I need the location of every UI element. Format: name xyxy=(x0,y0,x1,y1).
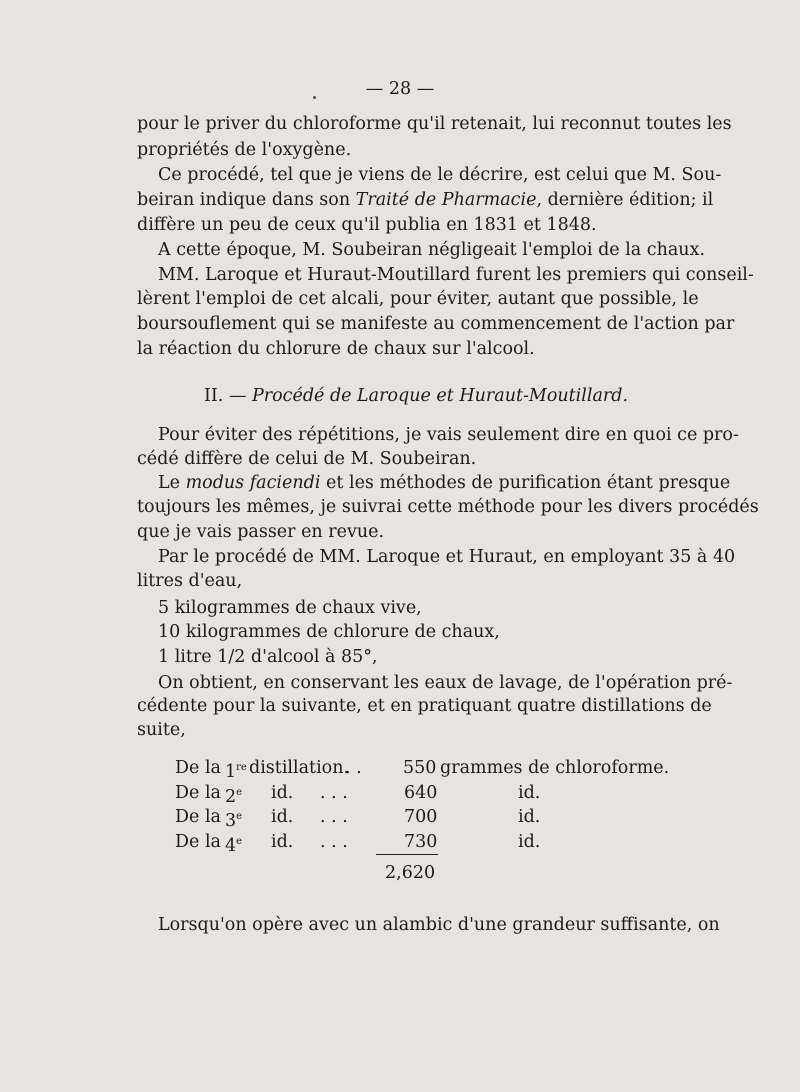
text-line: pour le priver du chloroforme qu'il retenait, lui reconnut toutes les xyxy=(137,114,732,134)
book-title: Traité de Pharmacie xyxy=(355,190,537,210)
recipe-item: 5 kilogrammes de chaux vive, xyxy=(158,598,422,618)
row-value: 700 xyxy=(404,807,438,827)
text-line: litres d'eau, xyxy=(137,571,243,591)
row-what: id. xyxy=(271,832,294,852)
text-line: que je vais passer en revue. xyxy=(137,522,385,542)
text-line: cédente pour la suivante, et en pratiquant quatre distillations de xyxy=(137,696,712,716)
row-value: 550 xyxy=(403,758,437,778)
text-line: diffère un peu de ceux qu'il publia en 1831 et 1848. xyxy=(137,215,597,235)
leader-dots: . . . xyxy=(320,807,348,827)
text-line: suite, xyxy=(137,720,186,740)
leader-dots: . . xyxy=(345,758,362,778)
leader-dots: . . . xyxy=(320,783,348,803)
text-line: Lorsqu'on opère avec un alambic d'une grandeur suffisante, on xyxy=(158,915,720,935)
row-unit: id. xyxy=(518,783,541,803)
row-what: id. xyxy=(271,807,294,827)
leader-dots: . . . xyxy=(320,832,348,852)
row-ordinal: 2e xyxy=(225,786,243,807)
row-what: id. xyxy=(271,783,294,803)
row-label: De la xyxy=(175,807,221,827)
sum-rule xyxy=(376,854,438,855)
text-run: Le xyxy=(158,473,180,493)
row-ordinal: 1re xyxy=(225,761,247,782)
text-line: la réaction du chlorure de chaux sur l'alcool. xyxy=(137,339,535,359)
section-number: II. — xyxy=(203,386,247,406)
row-label: De la xyxy=(175,783,221,803)
row-unit: id. xyxy=(518,807,541,827)
recipe-item: 1 litre 1/2 d'alcool à 85°, xyxy=(158,647,378,667)
table-total: 2,620 xyxy=(385,863,436,883)
text-line: boursouflement qui se manifeste au commencement de l'action par xyxy=(137,314,735,334)
row-ordinal: 3e xyxy=(225,810,243,831)
text-line-mixed xyxy=(158,472,731,494)
section-title: Procédé de Laroque et Huraut-Moutillard. xyxy=(251,386,629,406)
text-line: Ce procédé, tel que je viens de le décrire, est celui que M. Sou- xyxy=(158,165,722,185)
text-line: MM. Laroque et Huraut-Moutillard furent les premiers qui conseil- xyxy=(158,265,754,285)
text-line: Pour éviter des répétitions, je vais seulement dire en quoi ce pro- xyxy=(158,425,739,445)
text-run: , dernière édition; il xyxy=(536,190,714,210)
row-unit: grammes de chloroforme. xyxy=(440,758,670,778)
latin-phrase: modus faciendi xyxy=(185,473,321,493)
row-unit: id. xyxy=(518,832,541,852)
row-value: 640 xyxy=(404,783,438,803)
text-line: lèrent l'emploi de cet alcali, pour éviter, autant que possible, le xyxy=(137,289,699,309)
section-heading xyxy=(137,385,695,407)
text-line: propriétés de l'oxygène. xyxy=(137,140,352,160)
text-run: beiran indique dans son xyxy=(137,190,351,210)
row-label: De la xyxy=(175,832,221,852)
row-ordinal: 4e xyxy=(225,835,243,856)
recipe-item: 10 kilogrammes de chlorure de chaux, xyxy=(158,622,500,642)
text-line: toujours les mêmes, je suivrai cette méthode pour les divers procédés xyxy=(137,497,759,517)
row-value: 730 xyxy=(404,832,438,852)
page-number: — 28 — xyxy=(365,79,435,99)
text-line-mixed xyxy=(137,189,714,211)
text-run: et les méthodes de purification étant presque xyxy=(326,473,731,493)
text-line: On obtient, en conservant les eaux de lavage, de l'opération pré- xyxy=(158,673,733,693)
text-line: A cette époque, M. Soubeiran négligeait l'emploi de la chaux. xyxy=(158,240,706,260)
text-line: Par le procédé de MM. Laroque et Huraut, en employant 35 à 40 xyxy=(158,547,736,567)
row-what: distillation. xyxy=(249,758,350,778)
row-label: De la xyxy=(175,758,221,778)
text-line: cédé diffère de celui de M. Soubeiran. xyxy=(137,449,477,469)
